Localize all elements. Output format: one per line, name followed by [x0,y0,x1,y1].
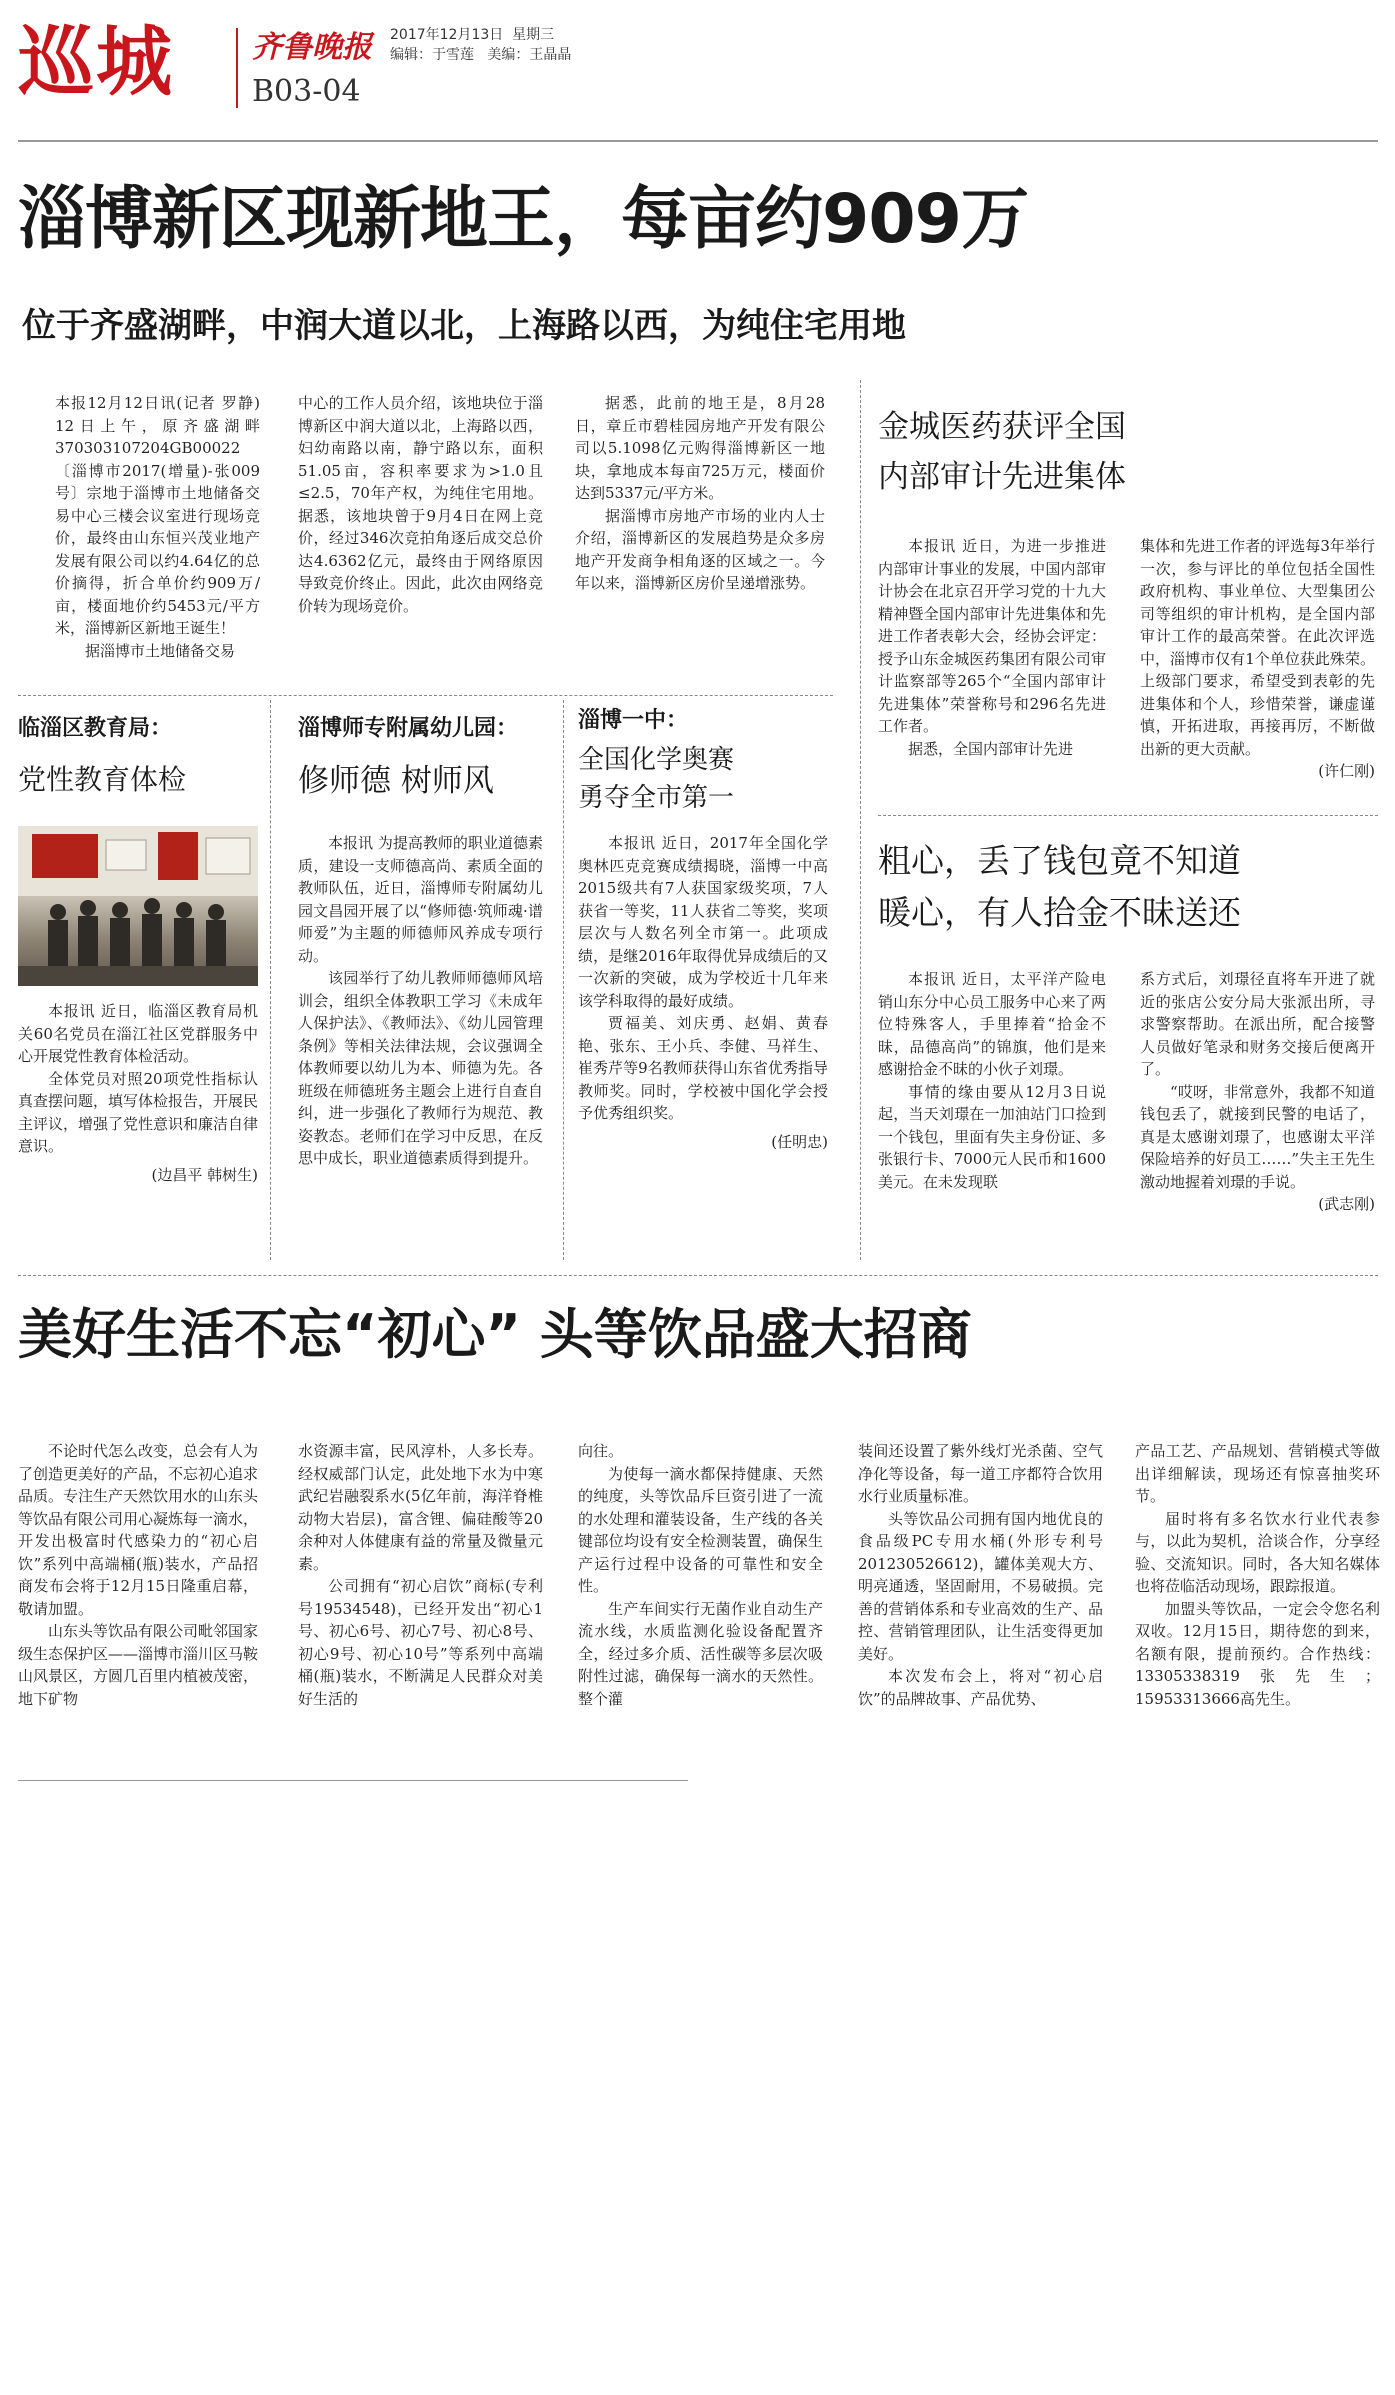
paper-logo: 齐鲁晚报 [252,30,372,65]
bottom-rule [18,1780,688,1781]
lead-col-1 [55,392,260,662]
edu-headline: 党性教育体检 [18,763,187,796]
designer-text: 美编：王晶晶 [487,47,572,63]
weekday-text: 星期三 [512,27,555,43]
water-paragraph-2: 水资源丰富，民风淳朴，人多长寿。经权威部门认定，此处地下水为中寒武纪岩融裂系水(5亿年前，海洋脊椎动物大岩层)，富含锂、偏硅酸等20余种对人体健康有益的常量及微量元素。 [298,1442,543,1573]
water-col-5 [1135,1440,1380,1710]
wallet-paragraph-2b: “哎呀，非常意外，我都不知道钱包丢了，就接到民警的电话了，真是太感谢刘璟了，也感谢太平洋保险培养的好员工……”失主王先生激动地握着刘璟的手说。 [1140,1082,1375,1191]
water-paragraph-4c: 本次发布会上，将对“初心启饮”的品牌故事、产品优势、 [858,1667,1103,1708]
lead-paragraph-3b: 据淄博市房地产市场的业内人士介绍，淄博新区的发展趋势是众多房地产开发商争相角逐的区域之一。今年以来，淄博新区房价呈递增涨势。 [575,506,825,592]
lead-paragraph-3a: 据悉，此前的地王是，8月28日，章丘市碧桂园房地产开发有限公司以5.1098亿元购得淄博新区一地块，拿地成本每亩725万元，楼面价达到5337元/平方米。 [575,394,825,502]
lead-paragraph-1b: 据淄博市土地储备交易 [85,641,236,660]
wallet-paragraph-2: 系方式后，刘璟径直将车开进了就近的张店公安分局大张派出所，寻求警察帮助。在派出所，配合接警人员做好笔录和财务交接后便离开了。 [1140,970,1375,1078]
section-title: 巡城 [18,17,174,106]
edu-photo [18,826,258,986]
kinder-paragraph-1: 本报讯 为提高教师的职业道德素质，建设一支师德高尚、素质全面的教师队伍，近日，淄博师专附属幼儿园文昌园开展了以“修师德·筑师魂·谱师爱”为主题的师德师风养成专项行动。 [298,834,543,965]
water-paragraph-3: 向往。 [578,1442,624,1460]
water-paragraph-5c: 加盟头等饮品，一定会令您名利双收。12月15日，期待您的到来，名额有限，提前预约。合作热线：13305338319张先生；15953313666高先生。 [1135,1599,1380,1708]
audit-paragraph-1: 本报讯 近日，为进一步推进内部审计事业的发展，中国内部审计协会在北京召开学习党的十九大精神暨全国内部审计先进集体和先进工作者表彰大会，经协会评定：授予山东金城医药集团有限公司审计监察部等265个“全国内部审计先进集体”荣誉称号和296名先进工作者。 [878,537,1106,735]
water-paragraph-5b: 届时将有多名饮水行业代表参与，以此为契机，洽谈合作，分享经验、交流知识。同时，各大知名媒体也将莅临活动现场，跟踪报道。 [1135,1509,1380,1595]
wallet-paragraph-1b: 事情的缘由要从12月3日说起，当天刘璟在一加油站门口捡到一个钱包，里面有失主身份证、多张银行卡、7000元人民币和1600美元。在未发现联 [878,1082,1106,1191]
middle-row-rule [18,695,833,696]
chem-paragraph-1: 本报讯 近日，2017年全国化学奥林匹克竞赛成绩揭晓，淄博一中高2015级共有7人获国家级奖项，7人获省一等奖，11人获省二等奖，奖项层次与人数名列全市第一。此项成绩，是继2016年取得优异成绩后的又一次新的突破，成为学校近十几年来该学科取得的最好成绩。 [578,834,828,1010]
chem-body [578,832,828,1153]
water-paragraph-1b: 山东头等饮品有限公司毗邻国家级生态保护区——淄博市淄川区马鞍山风景区，方圆几百里内植被茂密，地下矿物 [18,1622,259,1708]
editor-text: 编辑：于雪莲 [390,47,474,63]
water-paragraph-4: 装间还设置了紫外线灯光杀菌、空气净化等设备，每一道工序都符合饮用水行业质量标准。 [858,1442,1103,1505]
wallet-headline-1: 粗心，丢了钱包竟不知道 [878,841,1241,880]
staff-credits [390,44,571,64]
edu-kicker: 临淄区教育局： [18,716,173,741]
lower-section-rule [18,1275,1378,1276]
chem-paragraph-2: 贾福美、刘庆勇、赵娟、黄春艳、张东、王小兵、李健、马祥生、崔秀芹等9名教师获得山东省优秀指导教师奖。同时，学校被中国化学会授予优秀组织奖。 [578,1014,828,1122]
water-paragraph-5: 产品工艺、产品规划、营销模式等做出详细解读，现场还有惊喜抽奖环节。 [1135,1442,1380,1505]
water-col-3 [578,1440,823,1710]
lead-col-3 [575,392,825,595]
wallet-col-1 [878,968,1106,1193]
chem-kicker: 淄博一中： [578,708,689,733]
masthead [0,0,1395,120]
water-paragraph-4b: 头等饮品公司拥有国内地优良的食品级PC专用水桶(外形专利号201230526612)，罐体美观大方、明亮通透，坚固耐用，不易破损。完善的营销体系和专业高效的生产、品控、营销管理团队，让生活变得更加美好。 [858,1509,1103,1663]
issue-date [390,24,554,44]
chem-headline-1: 全国化学奥赛 [578,745,735,775]
page-number: B03-04 [252,74,361,109]
edu-body [18,1000,258,1186]
column-rule-a [270,700,271,1260]
water-col-2 [298,1440,543,1710]
kinder-headline: 修师德 树师风 [298,763,494,799]
audit-col-2 [1140,535,1375,783]
audit-headline-1: 金城医药获评全国 [878,409,1126,445]
kinder-paragraph-2: 该园举行了幼儿教师师德师风培训会，组织全体教职工学习《未成年人保护法》、《教师法》、《幼儿园管理条例》等相关法律法规，会议强调全体教师要以幼儿为本、师德为先。各班级在师德班务主题会上进行自查自纠，进一步强化了教师行为规范、教姿教态。老师们在学习中反思，在反思中成长，职业道德素质得到提升。 [298,969,543,1167]
lead-subhead: 位于齐盛湖畔，中润大道以北，上海路以西，为纯住宅用地 [22,306,906,346]
column-rule-b [563,700,564,1260]
right-rule-1 [878,815,1378,816]
kinder-body [298,832,543,1170]
wallet-col-2 [1140,968,1375,1216]
lead-headline: 淄博新区现新地王，每亩约909万 [18,180,1028,259]
chem-headline-2: 勇夺全市第一 [578,783,735,813]
lead-paragraph-1: 本报12月12日讯(记者 罗静) 12日上午，原齐盛湖畔370303107204GB00022〔淄博市2017(增量)-张009号〕宗地于淄博市土地储备交易中心三楼会议室进行现场竞价，最终由山东恒兴茂业地产发展有限公司以约4.64亿的总价摘得，折合单价约909万/亩，楼面地价约5453元/平方米，淄博新区新地王诞生！ [55,394,260,637]
edu-credit: (边昌平 韩树生) [151,1165,258,1184]
column-rule-right [860,380,861,1260]
audit-col-1 [878,535,1106,760]
audit-paragraph-2: 集体和先进工作者的评选每3年举行一次，参与评比的单位包括全国性政府机构、事业单位、大型集团公司等组织的审计机构，是全国内部审计工作的最高荣誉。在此次评选中，淄博市仅有1个单位获此殊荣。上级部门要求，希望受到表彰的先进集体和个人，珍惜荣誉，谦虚谨慎，开拓进取，再接再厉，不断做出新的更大贡献。 [1140,537,1375,758]
water-paragraph-3b: 为使每一滴水都保持健康、天然的纯度，头等饮品斥巨资引进了一流的水处理和灌装设备，生产线的各关键部位均设有安全检测装置，确保生产运行过程中设备的可靠性和安全性。 [578,1464,823,1595]
masthead-divider [236,28,238,108]
wallet-credit: (武志刚) [1318,1195,1375,1213]
kinder-kicker: 淄博师专附属幼儿园： [298,716,519,741]
water-col-1 [18,1440,258,1710]
edu-paragraph-2: 全体党员对照20项党性指标认真查摆问题，填写体检报告，开展民主评议，增强了党性意识和廉洁自律意识。 [18,1069,259,1155]
audit-headline-2: 内部审计先进集体 [878,459,1126,495]
water-paragraph-3c: 生产车间实行无菌作业自动生产流水线，水质监测化验设备配置齐全，经过多介质、活性碳等多层次吸附性过滤，确保每一滴水的天然性。整个灌 [578,1599,823,1708]
chem-credit: (任明忠) [771,1132,828,1151]
masthead-rule [18,140,1378,142]
edu-paragraph-1: 本报讯 近日，临淄区教育局机关60名党员在淄江社区党群服务中心开展党性教育体检活动。 [18,1002,258,1065]
audit-credit: (许仁刚) [1318,762,1375,780]
water-headline: 美好生活不忘“初心” 头等饮品盛大招商 [18,1303,972,1366]
lead-paragraph-2: 中心的工作人员介绍，该地块位于淄博新区中润大道以北，上海路以西，妇幼南路以南，静宁路以东，面积51.05亩，容积率要求为>1.0且≤2.5，70年产权，为纯住宅用地。据悉，该地块曾于9月4日在网上竞价，经过346次竞拍角逐后成交总价达4.6362亿元，最终由于网络原因导致竞价终止。因此，此次由网络竞价转为现场竞价。 [298,394,543,615]
water-paragraph-1: 不论时代怎么改变，总会有人为了创造更美好的产品，不忘初心追求品质。专注生产天然饮用水的山东头等饮品有限公司用心凝炼每一滴水，开发出极富时代感染力的“初心启饮”系列中高端桶(瓶)装水，产品招商发布会将于12月15日隆重启幕，敬请加盟。 [18,1442,259,1618]
wallet-headline-2: 暖心，有人拾金不昧送还 [878,893,1241,932]
wallet-paragraph-1: 本报讯 近日，太平洋产险电销山东分中心员工服务中心来了两位特殊客人，手里捧着“拾金不昧，品德高尚”的锦旗，他们是来感谢拾金不昧的小伙子刘璟。 [878,970,1106,1078]
date-text: 2017年12月13日 [390,27,504,43]
audit-paragraph-1b: 据悉，全国内部审计先进 [908,739,1074,758]
lead-col-2 [298,392,543,617]
water-col-4 [858,1440,1103,1710]
water-paragraph-2b: 公司拥有“初心启饮”商标(专利号19534548)，已经开发出“初心1号、初心6号、初心7号、初心8号、初心9号、初心10号”等系列中高端桶(瓶)装水，不断满足人民群众对美好生活的 [298,1577,543,1708]
photo-illustration [18,826,258,986]
